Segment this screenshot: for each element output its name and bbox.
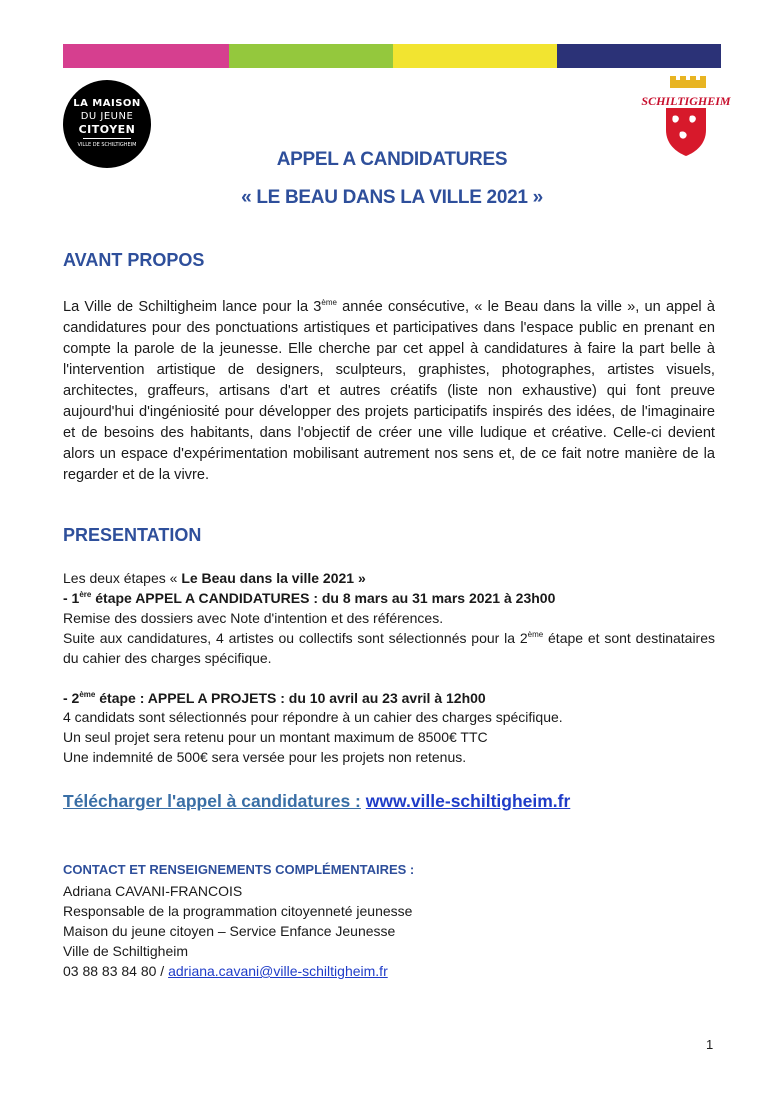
contact-phone: 03 88 83 84 80 / — [63, 963, 169, 979]
step1-line-1: Remise des dossiers avec Note d'intention et des références. — [63, 610, 444, 626]
logo-line-3: CITOYEN — [78, 123, 136, 136]
step1-a: - 1 — [63, 590, 80, 606]
page-title-line-1: APPEL A CANDIDATURES — [276, 149, 508, 170]
step1-b: étape APPEL A CANDIDATURES : du 8 mars au 31 mars 2021 à 23h00 — [91, 590, 556, 606]
logo-divider — [83, 138, 131, 139]
para-rest: année consécutive, « le Beau dans la ville », un appel à candidatures pour des ponctuations artistiques et participatives dans l'espace public en prenant en compte la parole de la jeunesse. Elle cherche par cet appel à candidatures à faire la part belle à l'intervention artistique de designers, sculpteurs, graphistes, photographes, artistes visuels, architectes, graffeurs, artisans d'art et autres créatifs (liste non exhaustive) qui font preuve aujourd'hui d'ingéniosité pour développer des projets participatifs inspirés des idées, de l'imaginaire et de besoins des habitants, dans l'objectif de créer une ville ludique et créative. Celle-ci devient alors un espace d'expérimentation mobilisant autrement nos sens et, de ce fait notre manière de la regarder et de la vivre. — [63, 299, 715, 483]
step2-sup: ème — [79, 690, 96, 699]
para-sup: ème — [321, 298, 337, 307]
logo-line-4: VILLE DE SCHILTIGHEIM — [77, 142, 137, 148]
step2-b: étape : APPEL A PROJETS : du 10 avril au 23 avril à 12h00 — [95, 690, 486, 706]
step2-line-2: Un seul projet sera retenu pour un montant maximum de 8500€ TTC — [63, 729, 488, 745]
download-label: Télécharger l'appel à candidatures : — [63, 791, 361, 811]
logo-line-1: LA MAISON — [73, 98, 141, 109]
page-title-line-2: « LE BEAU DANS LA VILLE 2021 » — [241, 187, 543, 208]
schiltigheim-crest-icon — [636, 74, 736, 158]
step1-line2-b: étape et sont destinataires du cahier des charges spécifique. — [63, 630, 716, 666]
step2-a: - 2 — [63, 690, 80, 706]
avant-propos-heading: AVANT PROPOS — [63, 250, 205, 270]
step1-line2-a: Suite aux candidatures, 4 artistes ou collectifs sont sélectionnés pour la 2 — [63, 630, 528, 646]
logo-wordmark: SCHILTIGHEIM — [641, 94, 731, 108]
presentation-heading: PRESENTATION — [63, 525, 202, 545]
contact-email-link[interactable]: adriana.cavani@ville-schiltigheim.fr — [168, 963, 388, 979]
step2-line-1: 4 candidats sont sélectionnés pour répondre à un cahier des charges spécifique. — [63, 709, 563, 725]
contact-phone-email — [63, 961, 715, 981]
download-line — [63, 791, 570, 812]
contact-city: Ville de Schiltigheim — [63, 943, 189, 959]
step1-heading — [63, 588, 715, 608]
step2-line-3: Une indemnité de 500€ sera versée pour les projets non retenus. — [63, 749, 467, 765]
page-number: 1 — [706, 1037, 714, 1052]
color-bar-yellow — [393, 44, 557, 68]
contact-role: Responsable de la programmation citoyenneté jeunesse — [63, 903, 413, 919]
step1-sup: ère — [79, 590, 92, 599]
step1-line-2 — [63, 628, 715, 668]
contact-heading: CONTACT ET RENSEIGNEMENTS COMPLÉMENTAIRES : — [63, 862, 415, 877]
schiltigheim-logo — [636, 74, 736, 158]
color-bar-green — [229, 44, 393, 68]
intro-bold: Le Beau dans la ville 2021 — [181, 570, 355, 586]
color-bar-pink — [63, 44, 229, 68]
contact-org: Maison du jeune citoyen – Service Enfance Jeunesse — [63, 923, 396, 939]
color-bar-navy — [557, 44, 721, 68]
intro-end: » — [354, 570, 366, 586]
presentation-intro — [63, 568, 715, 588]
contact-name: Adriana CAVANI-FRANCOIS — [63, 883, 243, 899]
step1-line2-sup: ème — [527, 630, 544, 639]
intro-plain: Les deux étapes « — [63, 570, 182, 586]
logo-line-2: DU JEUNE — [80, 111, 134, 122]
download-link[interactable]: www.ville-schiltigheim.fr — [365, 791, 571, 811]
avant-propos-paragraph — [63, 297, 715, 486]
para-start: La Ville de Schiltigheim lance pour la 3 — [63, 299, 322, 315]
step2-heading — [63, 688, 715, 708]
